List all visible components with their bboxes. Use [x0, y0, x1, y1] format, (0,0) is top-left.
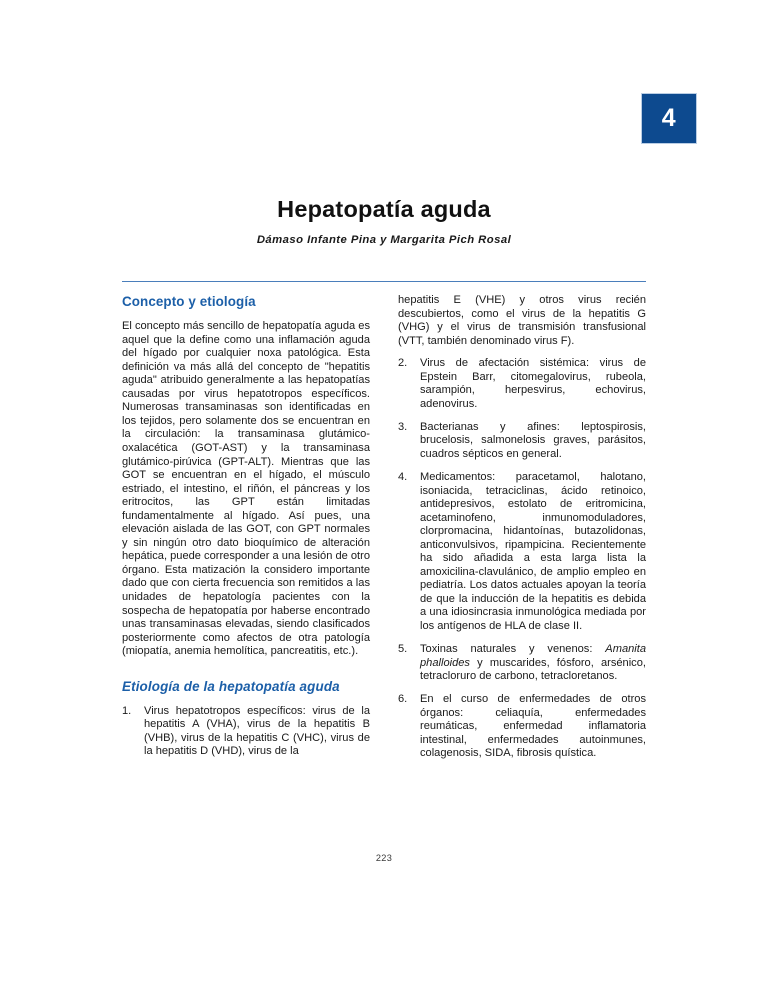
species-name-italic: Amanita phalloides	[420, 643, 646, 669]
list-item-text: Virus de afectación sistémica: virus de Epstein Barr, citomegalovirus, rubeola, sarampión, herpesvirus, echovirus, adenovirus.	[420, 357, 646, 410]
list-item-text: Virus hepatotropos específicos: virus de la hepatitis A (VHA), virus de la hepatitis B (VHB), virus de la hepatitis C (VHC), virus de la hepatitis D (VHD), virus de la	[144, 704, 370, 758]
heading-etiologia-hepatopatia-aguda: Etiología de la hepatopatía aguda	[122, 678, 340, 694]
list-item	[398, 643, 646, 684]
heading-spacer	[122, 668, 370, 679]
paragraph-continuation-item-1: hepatitis E (VHE) y otros virus recién descubiertos, como el virus de la hepatitis G (VHG) y el virus de transmisión transfusional (VTT, también denominado virus F).	[398, 294, 646, 347]
page-title: Hepatopatía aguda	[277, 196, 491, 222]
header-divider	[122, 281, 646, 282]
etiologia-list-part-2	[398, 357, 646, 761]
list-item	[398, 421, 646, 462]
list-item-text-before-italic: Toxinas naturales y venenos:	[420, 643, 606, 656]
list-item-marker: 5.	[398, 643, 408, 656]
list-item-marker: 1.	[122, 704, 132, 717]
list-item-text	[420, 643, 646, 682]
right-column	[398, 294, 646, 761]
list-item-text: Bacterianas y afines: leptospirosis, brucelosis, salmonelosis graves, parásitos, cuadros sépticos en general.	[420, 420, 646, 460]
list-item-text-after-italic: y muscarides, fósforo, arsénico, tetracloruro de carbono, tetracloretanos.	[420, 656, 646, 683]
list-item-text: Medicamentos: paracetamol, halotano, isoniacida, tetraciclinas, ácido retinoico, antidepresivos, estolato de eritromicina, acetaminofeno, inmunomoduladores, clorpromacina, hidantoínas, butazolidonas, anticonvulsivos, ripampicina. Recientemente ha sido añadida a esta larga lista la amoxicilina-clavulánico, de amplio empleo en pediatría. Los datos actuales apoyan la teoría de que la inducción de la hepatitis es debida a una idiosincrasia inmunológica mediada por los antígenos de HLA de clase II.	[420, 471, 646, 633]
list-item	[398, 357, 646, 411]
heading-concepto-y-etiologia: Concepto y etiología	[122, 294, 256, 309]
authors-line: Dámaso Infante Pina y Margarita Pich Rosal	[256, 234, 512, 247]
body-columns	[122, 294, 646, 761]
left-column	[122, 294, 370, 761]
list-item	[122, 705, 370, 759]
list-item-marker: 6.	[398, 693, 408, 706]
paragraph-concepto: El concepto más sencillo de hepatopatía aguda es aquel que la define como una inflamación aguda del hígado por cualquier noxa patológica. Esta definición va más allá del concepto de "hepatitis aguda" atribuido generalmente a las hepatopatías causadas por virus hepatotropos específicos. Numerosas transaminasas son identificadas en los tejidos, pero solamente dos se encuentran en la circulación: la transaminasa glutámico-oxalacética (GOT-AST) y la transaminasa glutámico-pirúvica (GPT-ALT). Mientras que las GOT se encuentran en el hígado, el músculo estriado, el intestino, el riñón, el páncreas y los eritrocitos, las GPT están limitadas fundamentalmente al hígado. Así pues, una elevación aislada de las GOT, con GPT normales y sin ningún otro dato bioquímico de alteración hepática, puede corresponder a una lesión de otro órgano. Esta matización la considero importante dado que con cierta frecuencia son remitidos a las unidades de hepatología pacientes con la sospecha de hepatopatía por haberse encontrado unas transaminasas elevadas, siendo clasificados posteriormente como afectos de otra patología (miopatía, anemia hemolítica, pancreatitis, etc.).	[122, 320, 370, 658]
chapter-number-badge	[641, 93, 697, 144]
chapter-number: 4	[661, 104, 677, 132]
list-item-marker: 3.	[398, 420, 408, 433]
page-number: 223	[375, 853, 393, 863]
etiologia-list-part-1	[122, 705, 370, 759]
list-item-marker: 2.	[398, 357, 408, 370]
list-item	[398, 693, 646, 761]
list-item-text: En el curso de enfermedades de otros órganos: celiaquía, enfermedades reumáticas, enfermedad inflamatoria intestinal, enfermedades autoinmunes, colagenosis, SIDA, fibrosis quística.	[420, 693, 646, 760]
list-item-marker: 4.	[398, 471, 408, 484]
title-block	[122, 196, 646, 246]
list-item	[398, 471, 646, 634]
